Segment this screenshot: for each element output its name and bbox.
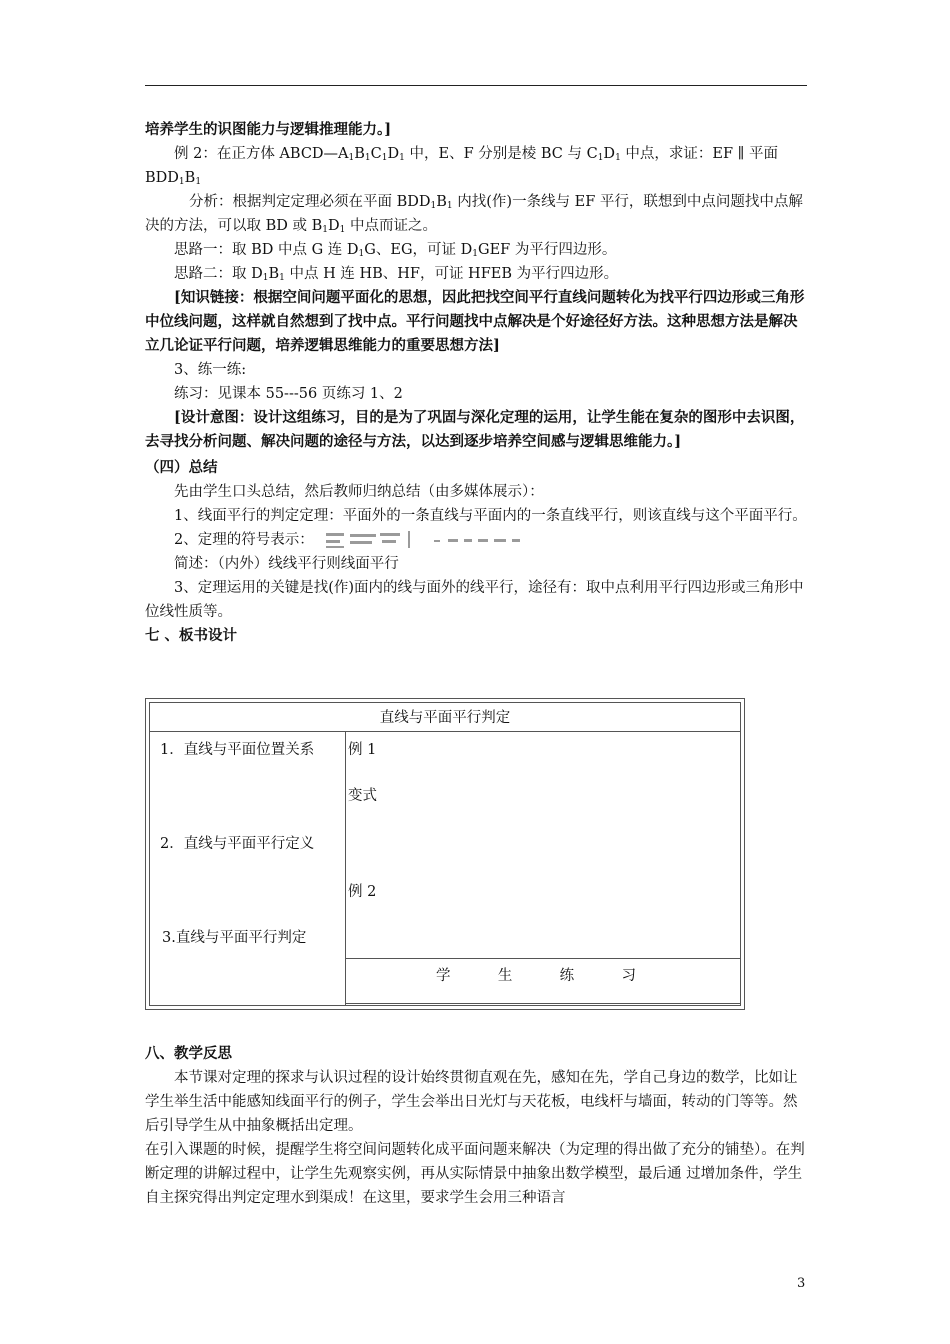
idea-1: 思路一：取 BD 中点 G 连 $D_1G$、EG，可证 $D_1GEF$ 为平行四边形。: [174, 242, 617, 259]
summary-heading: （四）总结: [145, 459, 218, 476]
board-left-column: [150, 732, 346, 1005]
board-item: 例 2: [348, 884, 377, 900]
board-item: 例 1: [348, 742, 377, 758]
knowledge-link: [知识链接：根据空间问题平面化的思想，因此把找空间平行直线问题转化为找平行四边形或三角形中位线问题，这样就自然想到了找中点。平行问题找中点解决是个好途径好方法。这种思想方法是解决立几论证平行问题，培养逻辑思维能力的重要思想方法]: [145, 289, 805, 354]
summary-intro: 先由学生口头总结，然后教师归纳总结（由多媒体展示）：: [174, 484, 544, 500]
summary-2: 2、定理的符号表示：: [145, 528, 807, 552]
document-body: [145, 118, 807, 648]
practice-char: 生: [497, 968, 513, 984]
board-right-column: [346, 732, 740, 1005]
practice-char: 学: [436, 968, 451, 984]
reflection-heading: 八、教学反思: [145, 1045, 232, 1062]
board-item: 1．直线与平面位置关系: [160, 742, 315, 758]
board-practice-label: [436, 964, 636, 985]
board-inner-frame: [149, 702, 741, 1006]
board-item: 3.直线与平面平行判定: [162, 930, 307, 946]
design-intent: [设计意图：设计这组练习，目的是为了巩固与深化定理的运用，让学生能在复杂的图形中去识图，去寻找分析问题、解决问题的途径与方法，以达到逐步培养空间感与逻辑思维能力。]: [145, 409, 805, 450]
idea-2: 思路二：取 $D_1B_1$ 中点 H 连 HB、HF，可证 HFEB 为平行四边形。: [174, 266, 619, 283]
reflection-section: [145, 1042, 807, 1210]
summary-3: 3、定理运用的关键是找(作)面内的线与面外的线平行，途径有：取中点利用平行四边形或三角形中位线性质等。: [145, 580, 804, 620]
reflection-1: 本节课对定理的探求与认识过程的设计始终贯彻直观在先，感知在先，学自己身边的数学，比如让学生举生活中能感知线面平行的例子，学生会举出日光灯与天花板，电线杆与墙面，转动的门等等。然后引导学生从中抽象概括出定理。: [145, 1070, 798, 1134]
formula-image: [322, 531, 532, 549]
practice-heading: 3、练一练:: [174, 362, 247, 378]
example-2: 例 2：在正方体 $ABCD—A_1B_1C_1D_1$ 中，E、F 分别是棱 BC 与 $C_1D_1$ 中点，求证：EF ∥ 平面 $BDD_1B_1$: [145, 146, 778, 187]
analysis: 分析：根据判定定理必须在平面 $BDD_1B_1$ 内找(作)一条线与 EF 平行，联想到中点问题找中点解决的方法，可以取 BD 或 $B_1D_1$ 中点而证之。: [145, 194, 803, 235]
practice-line: 练习：见课本 55---56 页练习 1、2: [174, 386, 403, 402]
board-item: 2．直线与平面平行定义: [160, 836, 315, 852]
summary-1: 1、线面平行的判定定理：平面外的一条直线与平面内的一条直线平行，则该直线与这个平面平行。: [174, 508, 807, 524]
board-design-table: [145, 698, 745, 1010]
practice-char: 习: [621, 968, 636, 984]
board-item: 变式: [348, 788, 377, 804]
board-heading: 七 、板书设计: [145, 627, 238, 644]
paragraph: 培养学生的识图能力与逻辑推理能力。]: [145, 121, 392, 138]
header-rule: [145, 85, 807, 86]
page-number: 3: [797, 1276, 806, 1291]
practice-char: 练: [559, 968, 575, 984]
board-title: 直线与平面平行判定: [150, 703, 740, 732]
reflection-2: 在引入课题的时候，提醒学生将空间问题转化成平面问题来解决（为定理的得出做了充分的铺垫）。在判断定理的讲解过程中，让学生先观察实例，再从实际情景中抽象出数学模型，最后通 过增加条件，学生自主探究得出判定定理水到渠成！在这里，要求学生会用三种语言: [145, 1142, 805, 1206]
summary-brief: 简述：（内外）线线平行则线面平行: [174, 556, 399, 572]
